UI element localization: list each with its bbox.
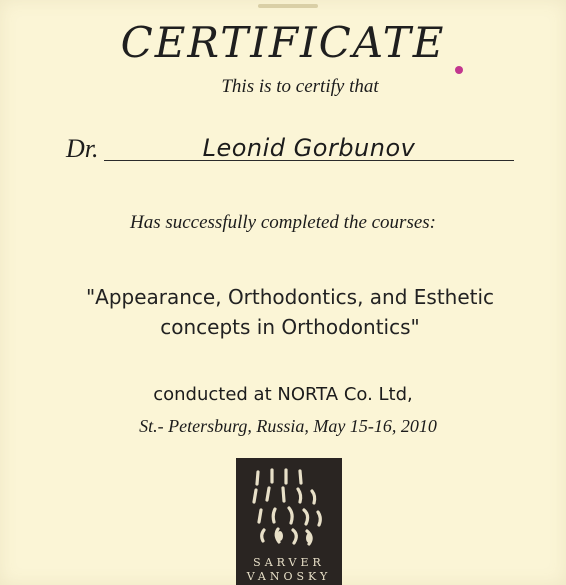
course-title <box>40 282 540 342</box>
recipient-name: Leonid Gorbunov <box>202 134 416 162</box>
logo-text-sarver: SARVER <box>253 556 325 569</box>
course-title-line-2: concepts in Orthodontics" <box>160 315 420 339</box>
completed-statement: Has successfully completed the courses: <box>129 212 437 233</box>
place-and-date: St.- Petersburg, Russia, May 15-16, 2010 <box>139 416 437 436</box>
honorific-label: Dr. <box>66 134 99 163</box>
ink-spot <box>455 66 463 74</box>
paper-stain <box>258 4 318 8</box>
certify-subtitle: This is to certify that <box>221 76 379 97</box>
conducted-by: conducted at NORTA Co. Ltd, <box>153 384 413 405</box>
logo-text-vanosky: VANOSKY <box>246 570 332 583</box>
sarver-vanosky-logo <box>236 458 342 585</box>
course-title-line-1: "Appearance, Orthodontics, and Esthetic <box>85 285 495 309</box>
certificate-title: CERTIFICATE <box>120 18 446 67</box>
